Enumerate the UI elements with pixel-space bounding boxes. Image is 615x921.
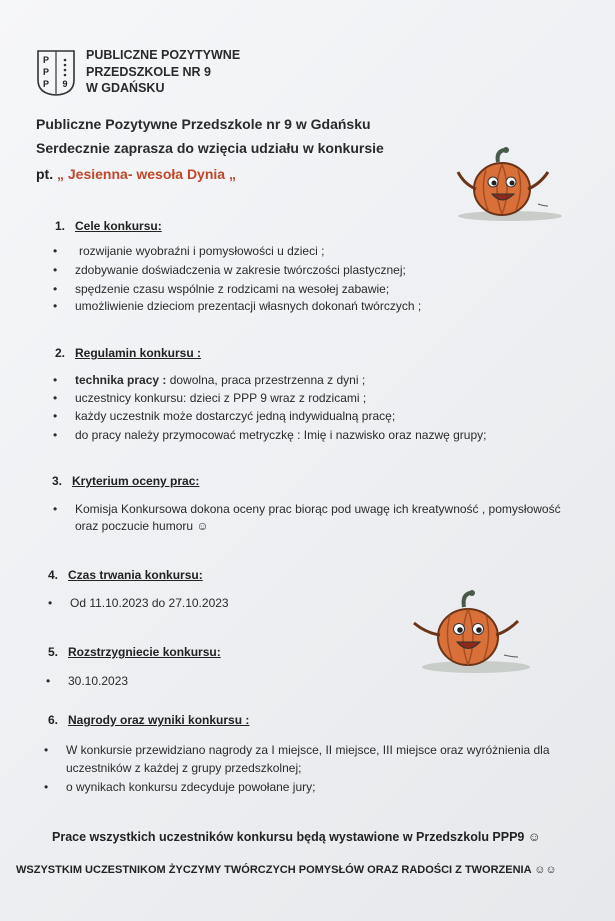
section-title: Rozstrzygniecie konkursu:: [68, 645, 221, 659]
list-item-text: uczestnicy konkursu: dzieci z PPP 9 wraz z rodzicami ;: [75, 391, 367, 405]
logo-letter: P: [42, 67, 50, 77]
intro-invitation: Serdecznie zaprasza do wzięcia udziału w konkursie: [36, 140, 384, 156]
list-item-text: spędzenie czasu wspólnie z rodzicami na wesołej zabawie;: [75, 282, 390, 296]
logo-line: PUBLICZNE POZYTYWNE: [86, 48, 241, 62]
logo-letter: 9: [62, 79, 68, 89]
list-item-text: 30.10.2023: [68, 674, 129, 688]
logo-text: [86, 47, 240, 97]
pumpkin-icon: [448, 144, 566, 224]
list-item-text: do pracy należy przymocować metryczkę : Imię i nazwisko oraz nazwę grupy;: [75, 428, 487, 442]
list-item-text: W konkursie przewidziano nagrody za I miejsce, II miejsce, III miejsce oraz wyróżnienia dla: [66, 743, 550, 757]
logo-letter: P: [42, 79, 50, 89]
list-item-text: Od 11.10.2023 do 27.10.2023: [70, 596, 229, 610]
kindergarten-logo: [37, 50, 75, 96]
footer-exhibition-note: Prace wszystkich uczestników konkursu będą wystawione w Przedszkolu PPP9 ☺: [52, 830, 541, 844]
section-heading: [55, 219, 162, 233]
list-item-text: oraz poczucie humoru ☺: [75, 519, 209, 533]
list-item-bold: technika pracy :: [75, 373, 167, 387]
logo-line: PRZEDSZKOLE NR 9: [86, 64, 212, 79]
contest-title: „ Jesienna- wesoła Dynia „: [57, 166, 236, 182]
section-number: 6.: [48, 713, 59, 727]
contest-prefix: pt.: [36, 166, 57, 182]
section-title: Kryterium oceny prac:: [72, 474, 200, 488]
list-item-text: dowolna, praca przestrzenna z dyni ;: [166, 373, 366, 387]
list-item-text: uczestników z każdej z grupy przedszkolnej;: [66, 761, 302, 775]
list-item-text: o wynikach konkursu zdecyduje powołane jury;: [66, 780, 316, 794]
list-item-text: zdobywanie doświadczenia w zakresie twórczości plastycznej;: [75, 263, 406, 277]
list-item-text: Komisja Konkursowa dokona oceny prac biorąc pod uwagę ich kreatywność , pomysłowość: [75, 502, 561, 516]
section-heading: [55, 346, 201, 360]
poster-page: P P P 9 PUBLICZNE POZYTYWNE PRZEDSZKOLE NR 9 W GDAŃSKU Publiczne Pozytywne Przedszkole nr 9 w Gdańsku Serdecznie zaprasza do wzięcia udziału w konkursie pt. „ Jesienna- wesoła Dynia „ 1. Cele konkursu: • rozwijanie wyobraźni i pomysłowości u dzieci ; • zdobywanie doświadczenia w zakresie twórczości plastycznej; • spędzenie czasu wspólnie z rodzicami na wesołej zabawie; • umożliwienie dzieciom prezentacji własnych dokonań twórczych ; 2. Regulamin konkursu : • technika pracy : dowolna, praca przestrzenna z dyni ; • uczestnicy konkursu: dzieci z PPP 9 wraz z rodzicami ; • każdy uczestnik może dostarczyć jedną indywidualną pracę; • do pracy należy przymocować metryczkę : Imię i nazwisko oraz nazwę grupy; 3. Kryterium oceny prac: • Komisja Konkursowa dokona oceny prac biorąc pod uwagę ich kreatywność , pomysłowość oraz poczucie humoru ☺ 4. Czas trwania konkursu: • Od 11.10.2023 do 27.10.2023 5. Rozstrzygniecie konkursu: • 30.10.2023 6. Nagrody oraz wyniki konkursu : • W konkursie przewidziano nagrody za I miejsce, II miejsce, III miejsce oraz wyróżnienia dla uczestników z każdej z grupy przedszkolnej; • o wynikach konkursu zdecyduje powołane jury; Prace wszystkich uczestników konkursu będą wystawione w Przedszkolu PPP9 ☺ WSZYSTKIM UCZESTNIKOM ŻYCZYMY TWÓRCZYCH POMYSŁÓW ORAZ RADOŚCI Z TWORZENIA ☺☺: [0, 0, 615, 921]
section-number: 1.: [55, 219, 66, 233]
section-title: Cele konkursu:: [75, 219, 162, 233]
section-number: 5.: [48, 645, 59, 659]
pumpkin-icon: [408, 585, 534, 677]
list-item-text: rozwijanie wyobraźni i pomysłowości u dzieci ;: [79, 244, 325, 258]
section-number: 2.: [55, 346, 66, 360]
list-item-text: każdy uczestnik może dostarczyć jedną indywidualną pracę;: [75, 409, 396, 423]
section-title: Czas trwania konkursu:: [68, 568, 203, 582]
section-heading: [52, 474, 199, 488]
footer-wishes: WSZYSTKIM UCZESTNIKOM ŻYCZYMY TWÓRCZYCH POMYSŁÓW ORAZ RADOŚCI Z TWORZENIA ☺☺: [16, 864, 557, 876]
section-title: Regulamin konkursu :: [75, 346, 202, 360]
logo-line: W GDAŃSKU: [86, 81, 165, 95]
section-title: Nagrody oraz wyniki konkursu :: [68, 713, 250, 727]
intro-title: Publiczne Pozytywne Przedszkole nr 9 w Gdańsku: [36, 116, 371, 132]
list-item-text: umożliwienie dzieciom prezentacji własnych dokonań twórczych ;: [75, 299, 422, 313]
section-heading: [48, 713, 249, 727]
section-heading: [48, 645, 221, 659]
section-number: 3.: [52, 474, 63, 488]
section-heading: [48, 568, 203, 582]
logo-letter: P: [42, 55, 50, 65]
section-number: 4.: [48, 568, 59, 582]
contest-name: [36, 166, 236, 182]
